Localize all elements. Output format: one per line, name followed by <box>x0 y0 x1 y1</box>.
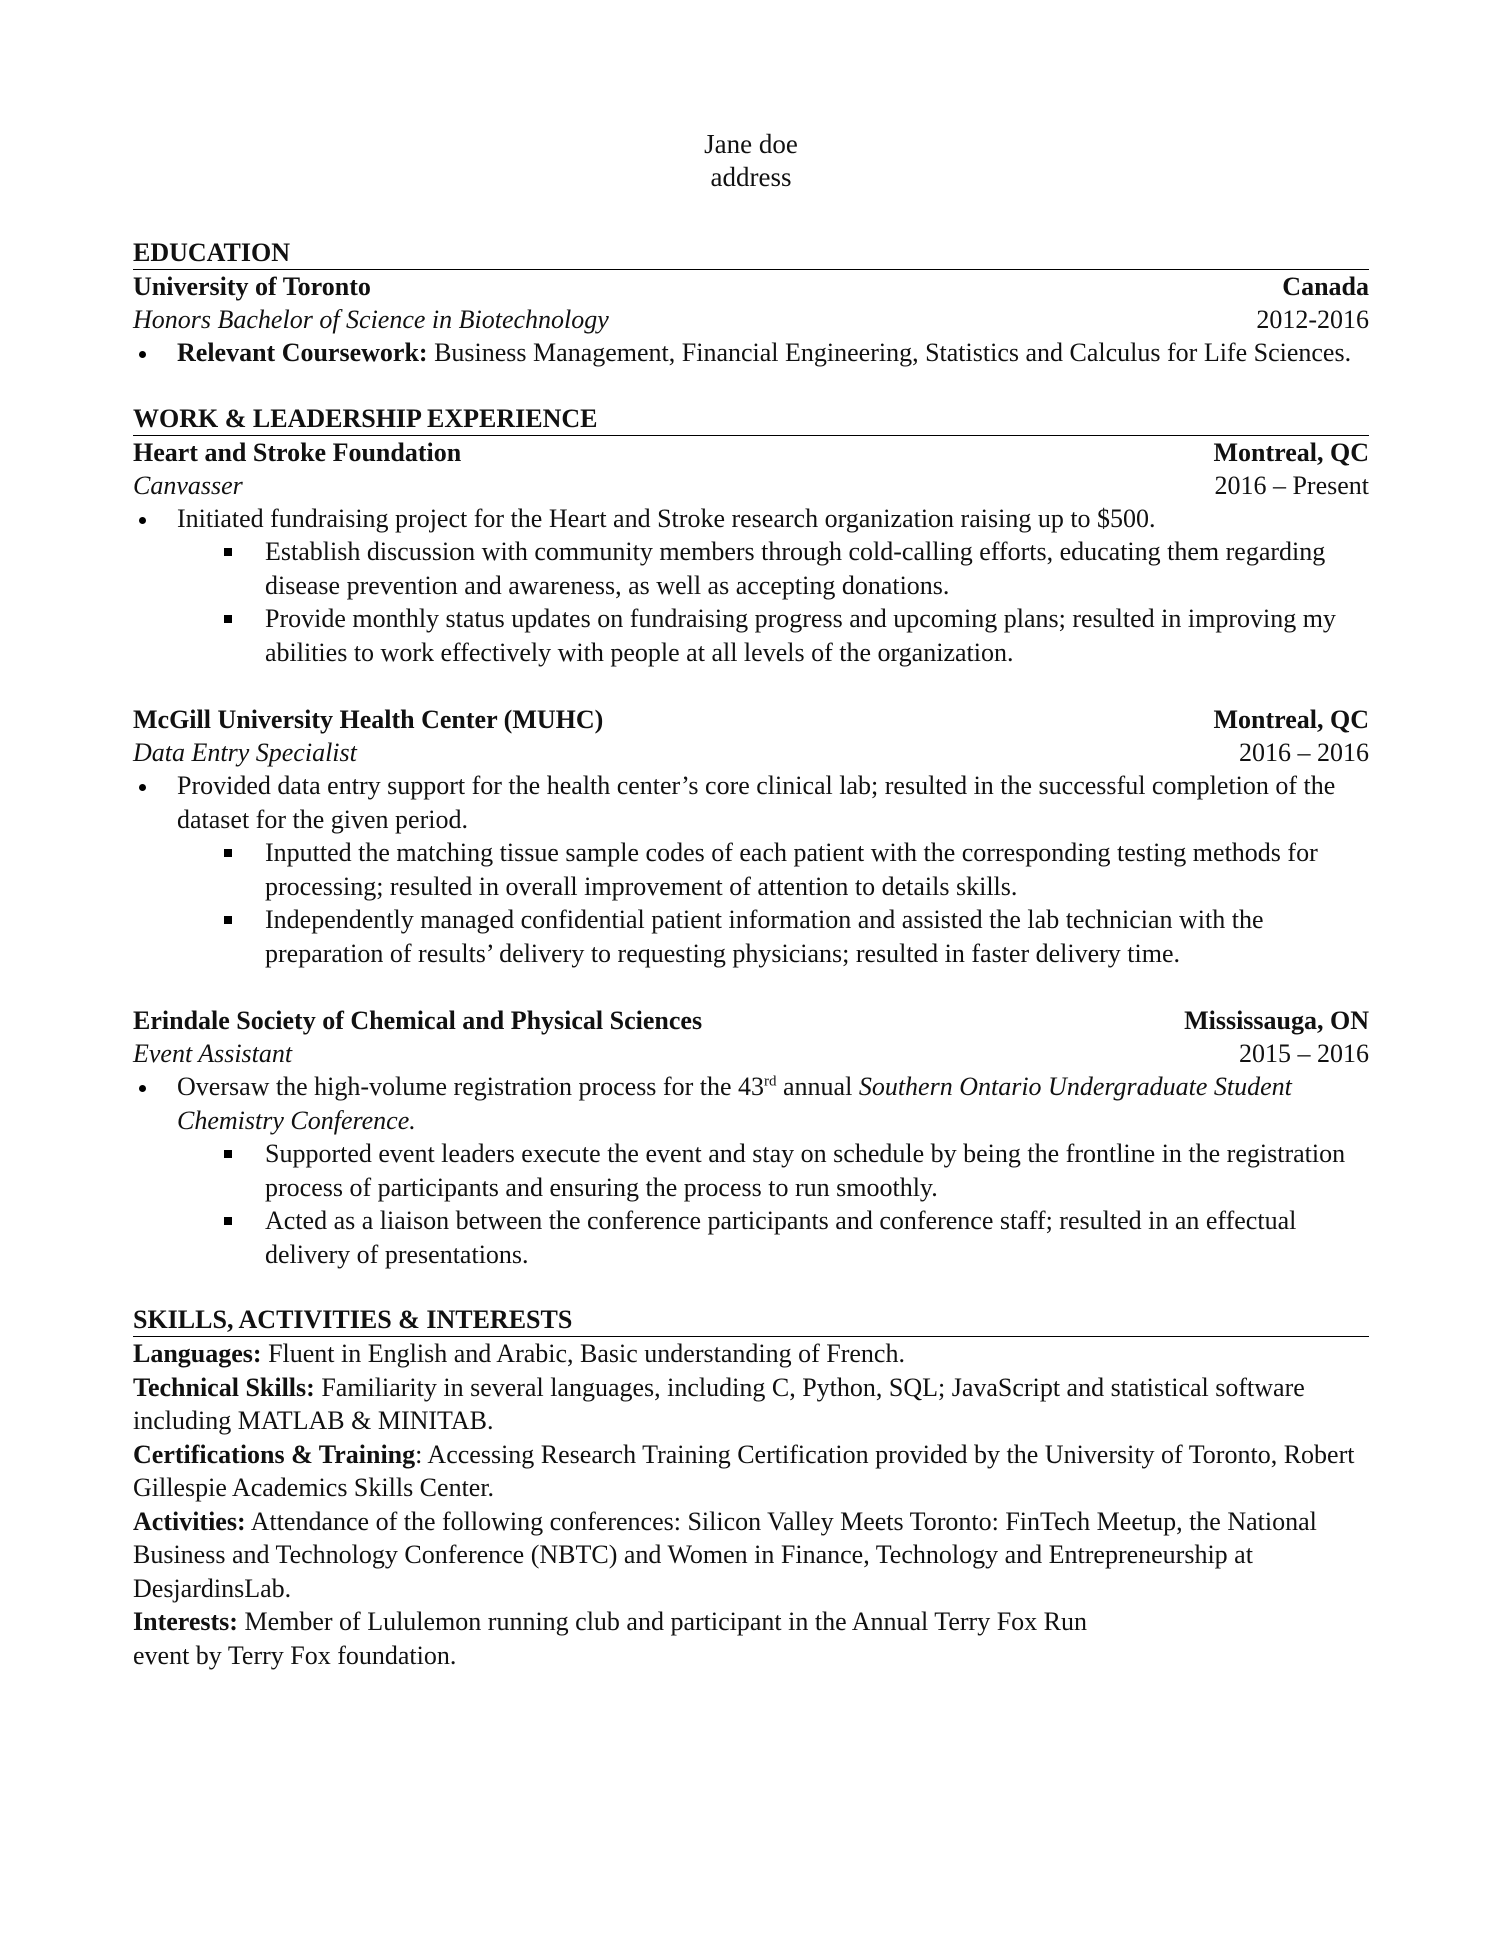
list-item <box>133 769 1369 836</box>
coursework-text: Business Management, Financial Engineering, Statistics and Calculus for Life Sciences. <box>427 338 1352 367</box>
bullet-square-icon <box>224 849 232 857</box>
job-org: Erindale Society of Chemical and Physical Sciences <box>133 1006 703 1035</box>
job-sub-bullets <box>133 1137 1369 1271</box>
languages-label: Languages: <box>133 1339 262 1368</box>
bullet-dot-icon <box>139 784 146 791</box>
job-role: Data Entry Specialist <box>133 738 357 767</box>
job-bullets <box>133 1070 1369 1137</box>
technical-text: Familiarity in several languages, including C, Python, SQL; JavaScript and statistical software including MATLAB & MINITAB. <box>133 1372 1305 1435</box>
job-bullets <box>133 769 1369 836</box>
job-sub-bullet-text: Independently managed confidential patient information and assisted the lab technician with the preparation of results’ delivery to requesting physicians; resulted in faster delivery time. <box>265 905 1264 968</box>
resume-header <box>133 128 1369 194</box>
skills-heading: SKILLS, ACTIVITIES & INTERESTS <box>133 1305 1369 1337</box>
bullet-square-icon <box>224 916 232 924</box>
languages-line <box>133 1337 1369 1371</box>
education-degree-row <box>133 303 1369 336</box>
job-dates: 2016 – 2016 <box>1239 738 1369 767</box>
certs-text: : Accessing Research Training Certification provided by the University of Toronto, Robert Gillespie Academics Skills Center. <box>133 1439 1355 1502</box>
certs-label: Certifications & Training <box>133 1439 416 1469</box>
job-bullet-text-pre: Oversaw the high-volume registration process for the 43 <box>177 1072 765 1101</box>
bullet-square-icon <box>224 1217 232 1225</box>
list-item <box>133 836 1369 903</box>
job-role: Canvasser <box>133 470 243 500</box>
ordinal-suffix: rd <box>764 1073 777 1090</box>
degree-dates: 2012-2016 <box>1256 305 1369 334</box>
interests-text-2: event by Terry Fox foundation. <box>133 1640 457 1670</box>
activities-text: Attendance of the following conferences: Silicon Valley Meets Toronto: FinTech Meetup, the National Business and Technology Conference (NBTC) and Women in Finance, Technology and Entrepreneurship at DesjardinsLab. <box>133 1506 1317 1603</box>
job-sub-bullet-text: Supported event leaders execute the event and stay on schedule by being the frontline in the registration process of participants and ensuring the process to run smoothly. <box>265 1139 1346 1202</box>
conference-name: Southern Ontario Undergraduate Student Chemistry Conference. <box>177 1072 1292 1135</box>
job-sub-bullets <box>133 836 1369 970</box>
bullet-dot-icon <box>139 517 146 524</box>
interests-label: Interests: <box>133 1607 238 1636</box>
list-item <box>133 1137 1369 1204</box>
bullet-dot-icon <box>139 1085 146 1092</box>
job-role-row <box>133 469 1369 502</box>
job-bullet-text: Initiated fundraising project for the Heart and Stroke research organization raising up to $500. <box>177 503 1156 533</box>
job-bullets <box>133 502 1369 536</box>
languages-text: Fluent in English and Arabic, Basic understanding of French. <box>261 1339 905 1368</box>
list-item <box>133 1070 1369 1137</box>
resume-page <box>133 128 1369 1672</box>
job-org-row <box>133 1004 1369 1037</box>
job-sub-bullet-text: Acted as a liaison between the conference participants and conference staff; resulted in an effectual delivery of presentations. <box>265 1206 1297 1269</box>
job-org-row <box>133 436 1369 469</box>
list-item <box>133 602 1369 669</box>
list-item <box>133 336 1369 370</box>
job-org: Heart and Stroke Foundation <box>133 437 462 467</box>
list-item <box>133 535 1369 602</box>
skills-section <box>133 1305 1369 1672</box>
job-role-row <box>133 736 1369 769</box>
coursework-label: Relevant Coursework: <box>177 338 428 367</box>
job-org-row <box>133 703 1369 736</box>
work-section <box>133 404 1369 1272</box>
bullet-square-icon <box>224 548 232 556</box>
school-name: University of Toronto <box>133 272 371 301</box>
job-entry-heart-stroke <box>133 436 1369 670</box>
job-location: Montreal, QC <box>1213 437 1369 467</box>
education-heading: EDUCATION <box>133 238 1369 270</box>
technical-label: Technical Skills: <box>133 1372 315 1402</box>
job-dates: 2016 – Present <box>1214 470 1369 500</box>
job-sub-bullet-text: Provide monthly status updates on fundraising progress and upcoming plans; resulted in improving my abilities to work effectively with people at all levels of the organization. <box>265 604 1336 667</box>
bullet-square-icon <box>224 1150 232 1158</box>
job-bullet-text-mid: annual <box>776 1072 859 1101</box>
job-sub-bullets <box>133 535 1369 669</box>
education-bullets <box>133 336 1369 370</box>
activities-label: Activities: <box>133 1506 246 1536</box>
certs-line <box>133 1438 1369 1505</box>
job-dates: 2015 – 2016 <box>1239 1039 1369 1068</box>
bullet-square-icon <box>224 615 232 623</box>
job-role-row <box>133 1037 1369 1070</box>
job-entry-muhc <box>133 703 1369 970</box>
job-sub-bullet-text: Inputted the matching tissue sample codes of each patient with the corresponding testing methods for processing; resulted in overall improvement of attention to details skills. <box>265 838 1318 901</box>
list-item <box>133 903 1369 970</box>
job-location: Mississauga, ON <box>1184 1006 1369 1035</box>
work-heading: WORK & LEADERSHIP EXPERIENCE <box>133 404 1369 436</box>
candidate-name: Jane doe <box>704 129 798 159</box>
job-location: Montreal, QC <box>1213 705 1369 734</box>
education-section <box>133 238 1369 370</box>
job-org: McGill University Health Center (MUHC) <box>133 705 604 734</box>
job-bullet-text: Provided data entry support for the health center’s core clinical lab; resulted in the successful completion of the dataset for the given period. <box>177 771 1336 834</box>
interests-text-1: Member of Lululemon running club and participant in the Annual Terry Fox Run <box>237 1607 1087 1636</box>
candidate-address: address <box>710 162 792 192</box>
bullet-dot-icon <box>139 351 146 358</box>
interests-line <box>133 1605 1369 1672</box>
list-item <box>133 502 1369 536</box>
school-location: Canada <box>1282 272 1369 301</box>
technical-line <box>133 1371 1369 1438</box>
job-entry-erindale <box>133 1004 1369 1271</box>
activities-line <box>133 1505 1369 1606</box>
education-school-row <box>133 270 1369 303</box>
degree-name: Honors Bachelor of Science in Biotechnology <box>133 305 609 334</box>
job-role: Event Assistant <box>133 1039 293 1068</box>
list-item <box>133 1204 1369 1271</box>
job-sub-bullet-text: Establish discussion with community members through cold-calling efforts, educating them regarding disease prevention and awareness, as well as accepting donations. <box>265 537 1326 600</box>
